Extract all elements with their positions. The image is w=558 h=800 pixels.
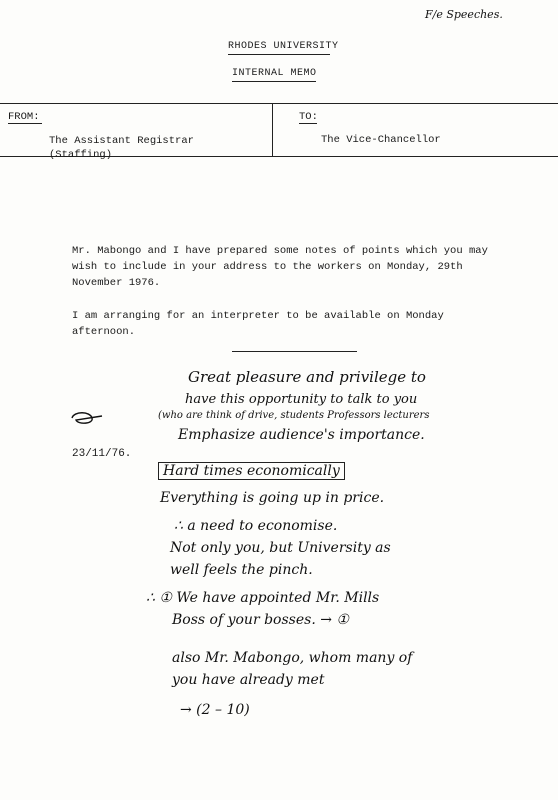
from-label-underline [8, 123, 42, 124]
handwritten-line: ∴ ① We have appointed Mr. Mills [146, 590, 380, 606]
handwritten-boxed-heading: Hard times economically [158, 462, 345, 480]
handwritten-line: have this opportunity to talk to you [185, 392, 418, 407]
handwritten-line: Emphasize audience's importance. [178, 427, 425, 443]
handwritten-line: well feels the pinch. [170, 562, 313, 578]
university-name: RHODES UNIVERSITY [228, 41, 339, 52]
body-paragraph-2: I am arranging for an interpreter to be available on Monday afternoon. [72, 310, 444, 338]
from-label: FROM: [8, 111, 40, 123]
memo-type-underline [232, 81, 316, 82]
memo-type: INTERNAL MEMO [232, 68, 317, 79]
handwritten-line: Not only you, but University as [170, 540, 391, 556]
handwritten-line: Boss of your bosses. → ① [172, 612, 349, 628]
handwritten-line: → (2 – 10) [180, 702, 250, 718]
routing-divider [272, 103, 273, 156]
to-value: The Vice-Chancellor [321, 134, 441, 146]
corner-handwritten-note: F/e Speeches. [425, 8, 503, 21]
handwritten-line: you have already met [172, 672, 325, 688]
date-stamp: 23/11/76. [72, 448, 132, 460]
handwritten-line: Everything is going up in price. [160, 490, 385, 506]
handwritten-line: also Mr. Mabongo, whom many of [172, 650, 413, 666]
from-value: The Assistant Registrar (Staffing) [49, 135, 194, 161]
handwritten-line: (who are think of drive, students Professors lecturers [158, 410, 430, 421]
body-paragraph-1: Mr. Mabongo and I have prepared some notes of points which you may wish to include in your address to the workers on Monday, 29th November 1976. [72, 245, 488, 289]
handwritten-line: ∴ a need to economise. [174, 518, 338, 534]
loop-scribble-icon [68, 408, 108, 428]
routing-top-rule [0, 103, 558, 104]
separator-line [232, 351, 357, 352]
to-label: TO: [299, 111, 318, 123]
to-label-underline [299, 123, 317, 124]
handwritten-line: Great pleasure and privilege to [188, 368, 426, 386]
university-underline [228, 54, 330, 55]
